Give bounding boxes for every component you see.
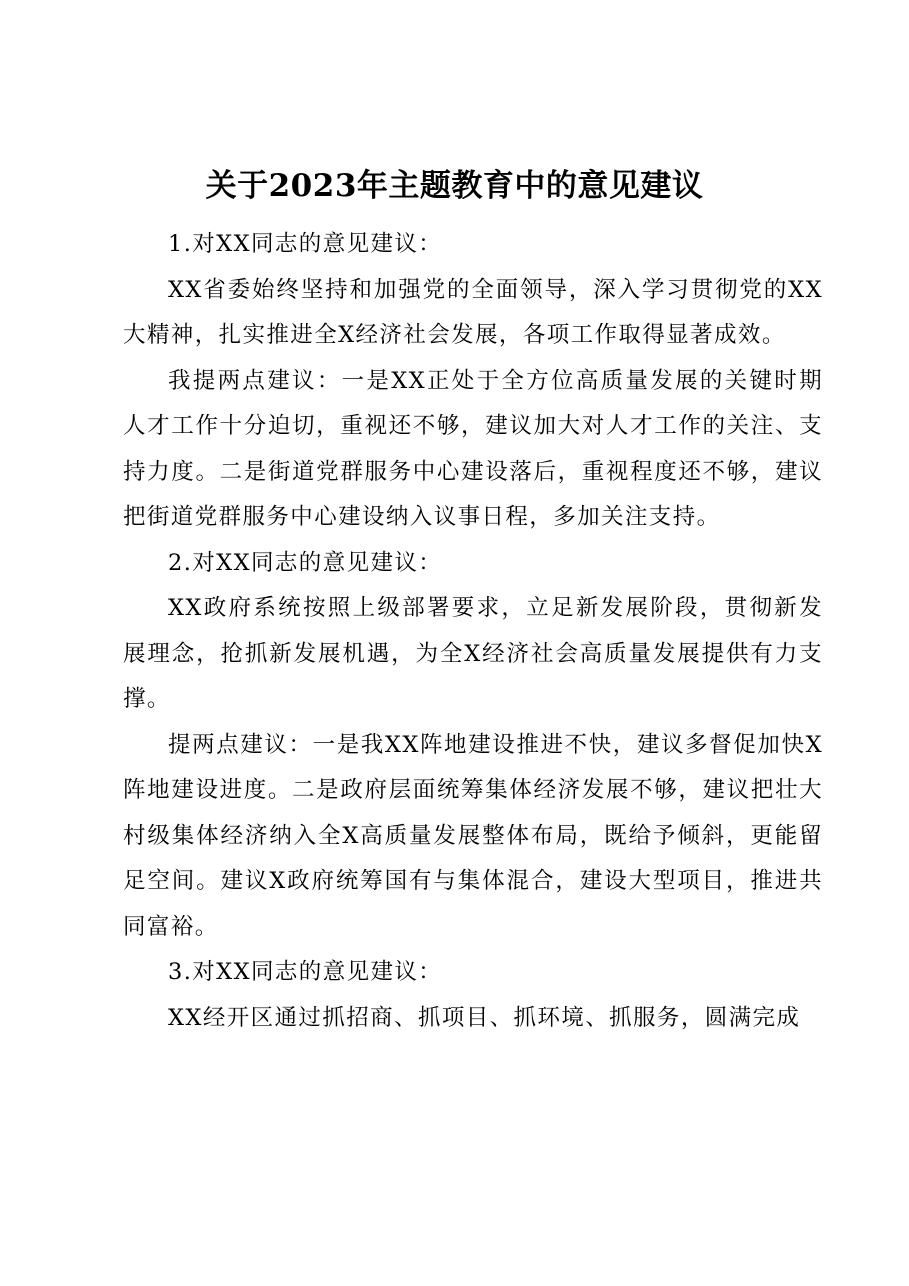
paragraph: 我提两点建议：一是XX正处于全方位高质量发展的关键时期人才工作十分迫切，重视还不够，建议加大对人才工作的关注、支持力度。二是街道党群服务中心建设落后，重视程度还不够，建议把街道党群服务中心建设纳入议事日程，多加关注支持。: [123, 367, 823, 530]
paragraph-heading-1: 1.对XX同志的意见建议：: [168, 231, 443, 257]
paragraph-heading-2: 2.对XX同志的意见建议：: [168, 549, 443, 576]
document-title: 关于2023年主题教育中的意见建议: [205, 168, 704, 204]
paragraph: XX省委始终坚持和加强党的全面领导，深入学习贯彻党的XX大精神，扎实推进全X经济社会发展，各项工作取得显著成效。: [123, 276, 823, 348]
paragraph: 提两点建议：一是我XX阵地建设推进不快，建议多督促加快X阵地建设进度。二是政府层面统筹集体经济发展不够，建议把壮大村级集体经济纳入全X高质量发展整体布局，既给予倾斜，更能留足空间。建议X政府统筹国有与集体混合，建设大型项目，推进共同富裕。: [123, 731, 823, 940]
document-body: [123, 222, 823, 1041]
paragraph-heading-3: 3.对XX同志的意见建议：: [168, 959, 443, 985]
paragraph: XX政府系统按照上级部署要求，立足新发展阶段，贯彻新发展理念，抢抓新发展机遇，为全X经济社会高质量发展提供有力支撑。: [123, 595, 823, 712]
paragraph: XX经开区通过抓招商、抓项目、抓环境、抓服务，圆满完成: [168, 1004, 801, 1031]
